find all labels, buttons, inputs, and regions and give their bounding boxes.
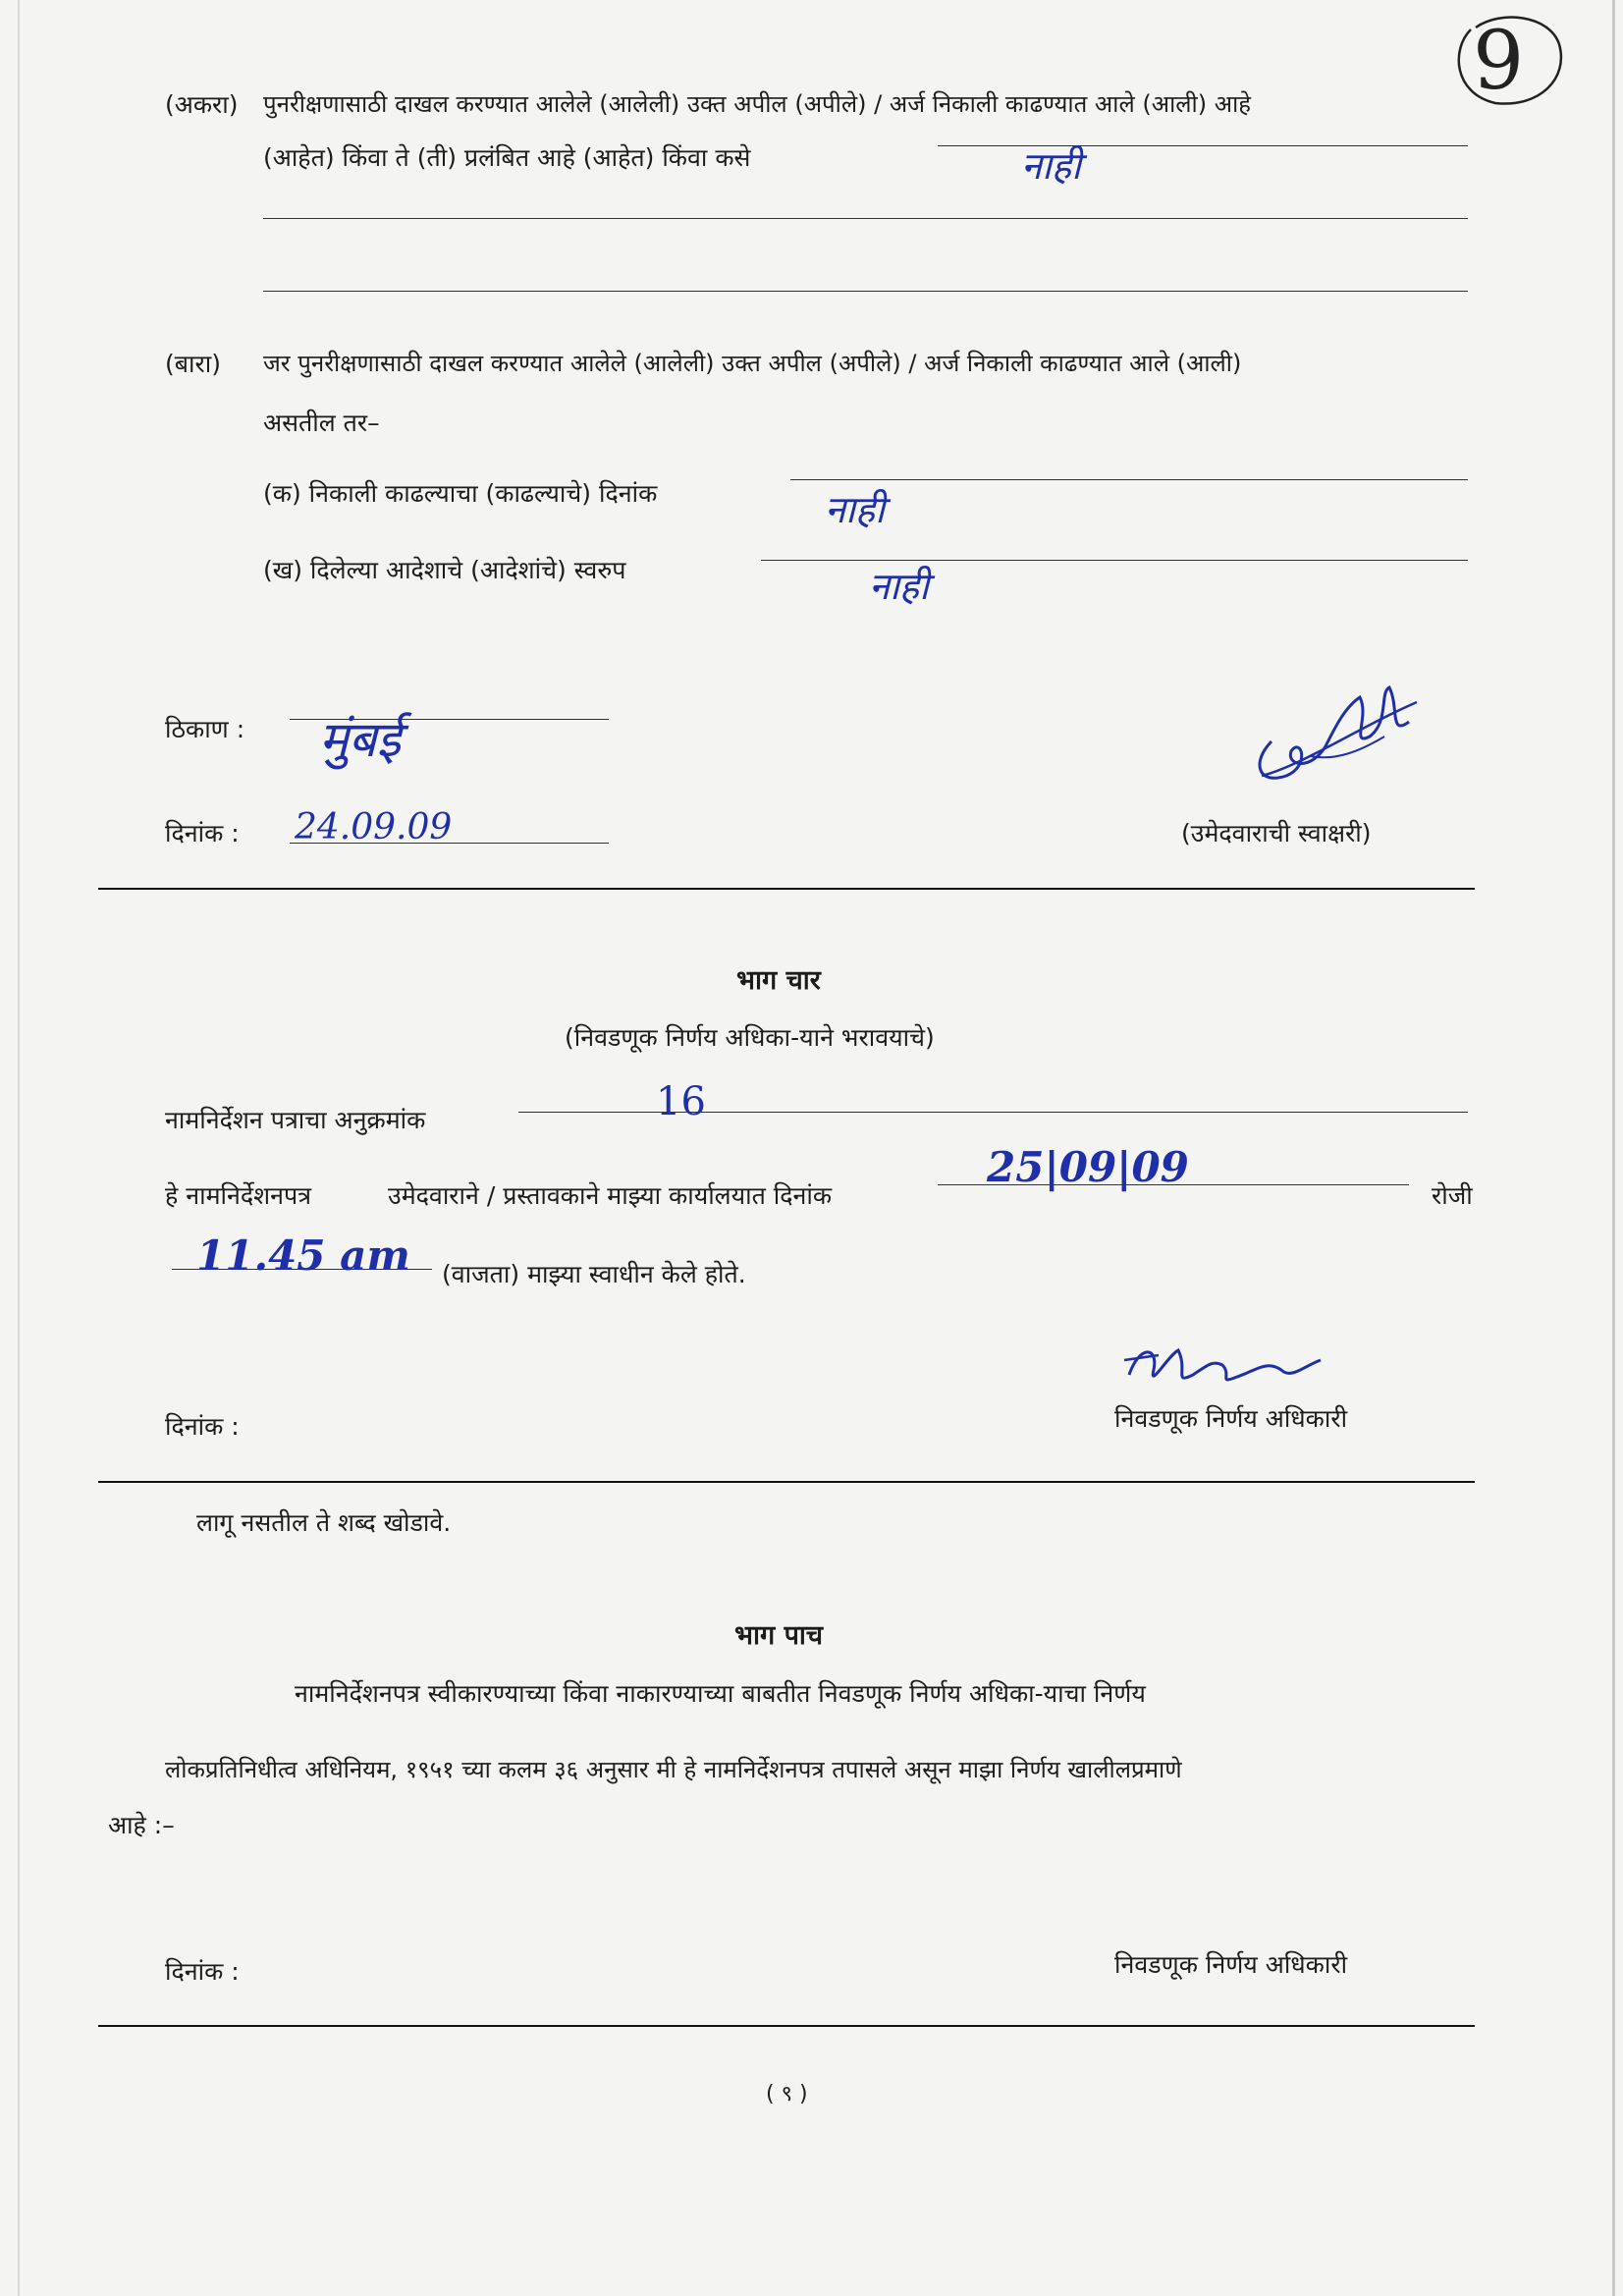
time-suffix: (वाजता) माझ्या स्वाधीन केले होते. — [442, 1260, 746, 1288]
divider-part5-end — [98, 2025, 1475, 2027]
delivery-date: 25|09|09 — [987, 1143, 1189, 1191]
delivery-line-mid: उमेदवाराने / प्रस्तावकाने माझ्या कार्यालयात दिनांक — [388, 1181, 833, 1210]
place-label: ठिकाण : — [165, 715, 245, 743]
footer-page-number: ( ९ ) — [766, 2082, 808, 2106]
candidate-signature-caption: (उमेदवाराची स्वाक्षरी) — [1181, 819, 1372, 847]
serial-label: नामनिर्देशन पत्राचा अनुक्रमांक — [165, 1106, 426, 1134]
item-12-sub-a-line — [790, 479, 1468, 480]
time-value: 11.45 am — [196, 1231, 410, 1280]
item-12-text-line2: असतील तर– — [263, 409, 380, 437]
part4-heading: भाग चार — [736, 965, 821, 996]
item-11-blank-line-2 — [263, 291, 1468, 292]
item-12-text-line1: जर पुनरीक्षणासाठी दाखल करण्यात आलेले (आलेली) उक्त अपील (अपीले) / अर्ज निकाली काढण्यात आले (आली) — [263, 350, 1242, 377]
divider-part3-end — [98, 888, 1475, 890]
item-11-text-line2: (आहेत) किंवा ते (ती) प्रलंबित आहे (आहेत) किंवा कसे — [263, 143, 751, 172]
part5-body-line1: लोकप्रतिनिधीत्व अधिनियम, १९५१ च्या कलम ३६ अनुसार मी हे नामनिर्देशनपत्र तपासले असून माझा निर्णय खालीलप्रमाणे — [165, 1756, 1182, 1783]
page-number-mark: 9 — [1473, 15, 1525, 108]
item-12-label: (बारा) — [165, 350, 221, 378]
item-11-answer: नाही — [1021, 144, 1081, 188]
item-12-sub-b-line — [761, 560, 1468, 561]
part5-subheading: नामनिर्देशनपत्र स्वीकारण्याच्या किंवा नाकारण्याच्या बाबतीत निवडणूक निर्णय अधिका-याचा निर्णय — [295, 1679, 1146, 1708]
item-12-sub-a-label: (क) निकाली काढल्याचा (काढल्याचे) दिनांक — [263, 479, 658, 508]
page-edge-shadow — [18, 0, 20, 2296]
item-11-blank-line-1 — [263, 218, 1468, 219]
candidate-signature-icon — [1242, 668, 1419, 795]
item-11-label: (अकरा) — [165, 90, 239, 119]
candidate-date-value: 24.09.09 — [295, 807, 453, 847]
serial-value: 16 — [656, 1079, 706, 1124]
candidate-date-label: दिनांक : — [165, 819, 240, 847]
item-12-sub-b-answer: नाही — [869, 565, 929, 608]
item-11-answer-line — [938, 145, 1468, 146]
page-edge-right — [1612, 0, 1615, 2296]
delivery-line-start: हे नामनिर्देशनपत्र — [165, 1181, 312, 1210]
part5-officer-label: निवडणूक निर्णय अधिकारी — [1114, 1950, 1348, 1979]
item-12-sub-a-answer: नाही — [825, 488, 885, 531]
part5-date-label: दिनांक : — [165, 1957, 240, 1986]
divider-part4-end — [98, 1481, 1475, 1483]
part4-subheading: (निवडणूक निर्णय अधिका-याने भरावयाचे) — [565, 1023, 935, 1052]
place-value: मुंबई — [319, 711, 401, 768]
part4-officer-label: निवडणूक निर्णय अधिकारी — [1114, 1404, 1348, 1433]
strike-note: लागू नसतील ते शब्द खोडावे. — [196, 1508, 452, 1537]
item-12-sub-b-label: (ख) दिलेल्या आदेशाचे (आदेशांचे) स्वरुप — [263, 556, 626, 584]
item-11-text-line1: पुनरीक्षणासाठी दाखल करण्यात आलेले (आलेली) उक्त अपील (अपीले) / अर्ज निकाली काढण्यात आले (आली) आहे — [263, 90, 1252, 118]
part5-heading: भाग पाच — [734, 1620, 824, 1651]
part4-date-label: दिनांक : — [165, 1412, 240, 1441]
delivery-line-end: रोजी — [1432, 1181, 1473, 1210]
part5-body-line2: आहे :– — [108, 1811, 175, 1839]
officer-signature-icon — [1119, 1336, 1325, 1404]
